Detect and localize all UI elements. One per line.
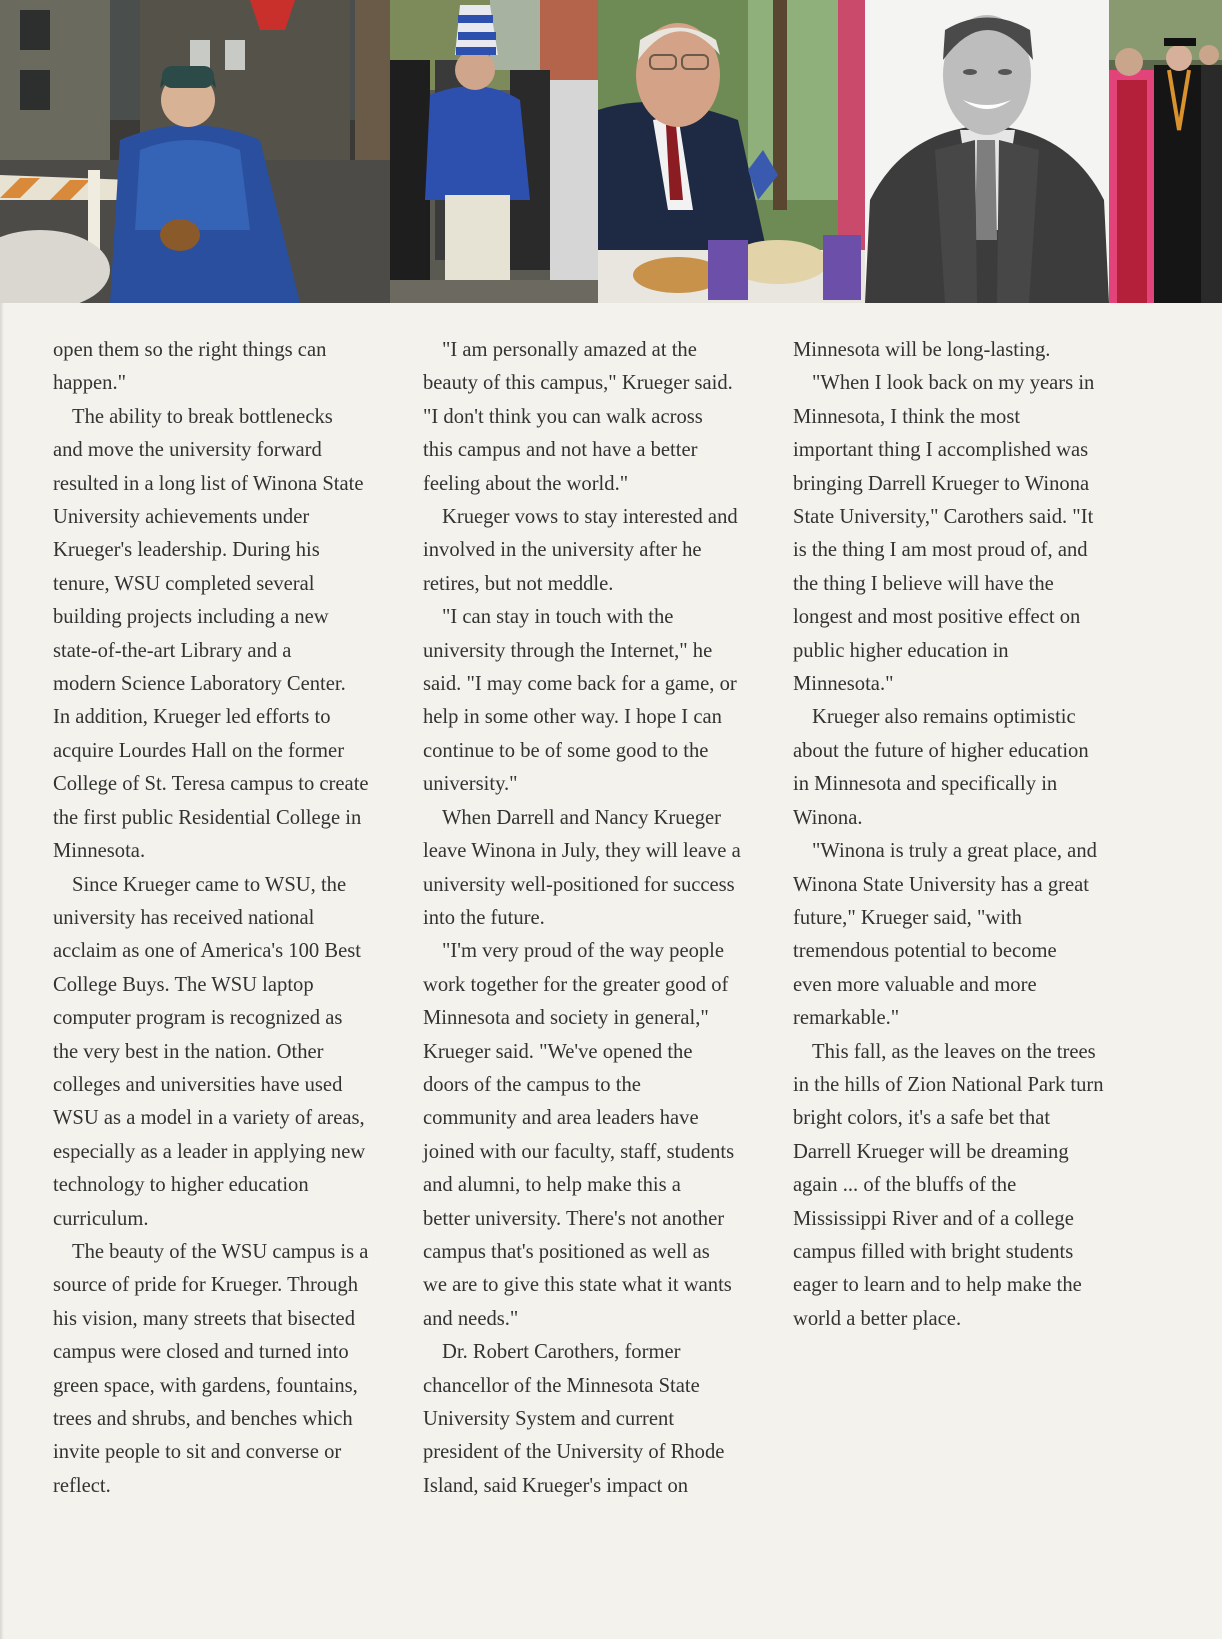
photo-crowd-fans bbox=[390, 0, 598, 303]
paragraph: "Winona is truly a great place, and Winona State University has a great future," Krueger said, "with tremendous potential to become even more valuable and more remarkable." bbox=[793, 840, 1097, 1030]
photo-krueger-portrait bbox=[865, 0, 1109, 303]
paragraph: "I'm very proud of the way people work together for the greater good of Minnesota and society in general," Krueger said. "We've opened the doors of the campus to the community and area leaders have joined with our faculty, staff, students and alumni, to help make this a better university. There's not another campus that's positioned as well as we are to give this state what it wants and needs." bbox=[423, 940, 735, 1330]
photo-strip bbox=[0, 0, 1222, 303]
text-column-2 bbox=[423, 334, 773, 1503]
text-column-1 bbox=[53, 334, 403, 1503]
photo-commencement bbox=[1109, 0, 1222, 303]
paragraph: The beauty of the WSU campus is a source of pride for Krueger. Through his vision, many streets that bisected campus were closed and turned into green space, with gardens, fountains, trees and shrubs, and benches which invite people to sit and converse or reflect. bbox=[53, 1240, 369, 1497]
paragraph: "When I look back on my years in Minnesota, I think the most important thing I accomplished was bringing Darrell Krueger to Winona State University," Carothers said. "It is the thing I am most proud of, and the thing I believe will have the longest and most positive effect on public higher education in Minnesota." bbox=[793, 372, 1095, 696]
photo-krueger-dinner bbox=[598, 0, 865, 303]
paragraph: Since Krueger came to WSU, the university has received national acclaim as one of America's 100 Best College Buys. The WSU laptop computer program is recognized as the very best in the nation. Other colleges and universities have used WSU as a model in a variety of areas, especially as a leader in applying new technology to higher education curriculum. bbox=[53, 873, 366, 1230]
text-column-3 bbox=[793, 334, 1143, 1336]
paragraph: Minnesota will be long-lasting. bbox=[793, 339, 1051, 361]
paragraph: "I am personally amazed at the beauty of this campus," Krueger said. "I don't think you can walk across this campus and not have a better feeling about the world." bbox=[423, 339, 733, 495]
paragraph: Dr. Robert Carothers, former chancellor of the Minnesota State University System and current president of the University of Rhode Island, said Krueger's impact on bbox=[423, 1341, 725, 1497]
paragraph: "I can stay in touch with the university through the Internet," he said. "I may come back for a game, or help in some other way. I hope I can continue to be of some good to the university." bbox=[423, 606, 737, 796]
paragraph: Krueger vows to stay interested and involved in the university after he retires, but not meddle. bbox=[423, 506, 738, 595]
paragraph: open them so the right things can happen." bbox=[53, 339, 327, 395]
paragraph: Krueger also remains optimistic about the future of higher education in Minnesota and specifically in Winona. bbox=[793, 706, 1089, 829]
paragraph: When Darrell and Nancy Krueger leave Winona in July, they will leave a university well-positioned for success into the future. bbox=[423, 806, 741, 929]
photo-winter-worker bbox=[0, 0, 390, 303]
paragraph: The ability to break bottlenecks and move the university forward resulted in a long list of Winona State University achievements under Krueger's leadership. During his tenure, WSU completed several building projects including a new state-of-the-art Library and a modern Science Laboratory Center. In addition, Krueger led efforts to acquire Lourdes Hall on the former College of St. Teresa campus to create the first public Residential College in Minnesota. bbox=[53, 405, 369, 863]
paragraph: This fall, as the leaves on the trees in the hills of Zion National Park turn bright colors, it's a safe bet that Darrell Krueger will be dreaming again ... of the bluffs of the Mississippi River and of a college campus filled with bright students eager to learn and to help make the world a better place. bbox=[793, 1040, 1104, 1330]
